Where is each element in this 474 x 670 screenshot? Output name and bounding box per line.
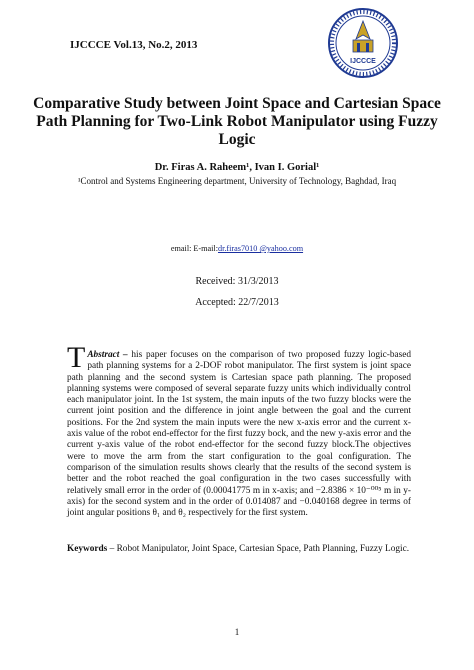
journal-header: IJCCCE Vol.13, No.2, 2013 (70, 39, 198, 51)
author-email (30, 244, 444, 253)
paper-affiliation: ¹Control and Systems Engineering department, University of Technology, Baghdad, Iraq (77, 176, 397, 186)
paper-title: Comparative Study between Joint Space and Cartesian Space Path Planning for Two-Link Robot Manipulator using Fuzzy Logic (33, 95, 441, 148)
paper-authors: Dr. Firas A. Raheem¹, Ivan I. Gorial¹ (154, 162, 320, 173)
page-number: 1 (234, 627, 240, 637)
journal-logo (327, 7, 399, 79)
abstract-label: Abstract – (87, 350, 128, 360)
keywords-label: Keywords (67, 544, 108, 554)
email-label: email: E-mail: (170, 244, 218, 253)
abstract-dropcap: T (67, 341, 86, 374)
abstract-text: his paper focuses on the comparison of two proposed fuzzy logic-based path planning systems for a 2-DOF robot manipulator. The first system is joint space path planning and the second system is Cartesian space path planning. The proposed planning systems were composed of several separate fuzzy units which individually control each manipulator joint. In the 1st system, the main inputs of the two fuzzy blocks were the current joint position and the difference in joint angle between the goal and the current positions. For the 2nd system the main inputs were the new x-axis error and the current x-axis value of the robot end-effector for the first fuzzy bock, and the new y-axis error and the current y-axis value of the robot end-effector for the second fuzzy block.The objectives were to move the arm from the start configuration to the goal configuration. The comparison of the simulation results shows clearly that the results of the second system is better and the robot reached the goal configuration in the two cases successfully with relatively small error in the order of (0.00041775 m in x-axis; and −2.8386 × 10⁻⁰⁰⁵ m in y-axis) for the second system and in the order of 0.014087 and −0.040168 degree in terms of joint angular positions θ₁ and θ₂ respectively for the first system. (67, 350, 412, 519)
abstract (67, 341, 412, 519)
accepted-date: Accepted: 22/7/2013 (195, 297, 279, 308)
keywords (67, 544, 411, 555)
email-link[interactable]: dr.firas7010 @yahoo.com (217, 244, 304, 253)
received-date: Received: 31/3/2013 (195, 276, 279, 287)
logo-text: IJCCCE (350, 58, 376, 65)
keywords-text: – Robot Manipulator, Joint Space, Cartesian Space, Path Planning, Fuzzy Logic. (107, 544, 410, 554)
